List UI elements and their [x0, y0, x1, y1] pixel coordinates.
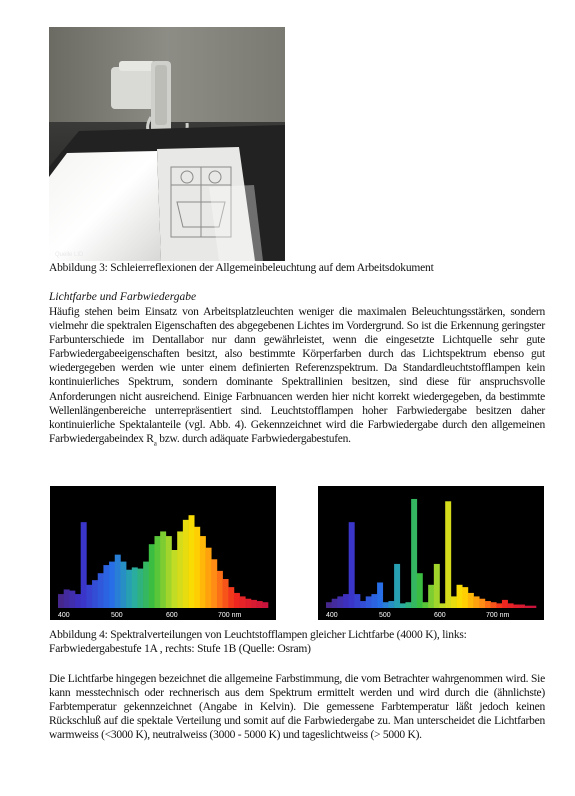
spectrum-bar	[109, 562, 115, 608]
tick-label: 600	[166, 612, 178, 619]
spectrum-bar	[86, 585, 92, 608]
spectrum-bar	[354, 594, 360, 608]
spectrum-bar	[126, 570, 132, 608]
tick-label: 400	[326, 612, 338, 619]
spectrum-bar	[154, 536, 160, 608]
spectrum-bar	[468, 593, 474, 608]
spectrum-bar	[206, 548, 212, 608]
tick-label: 700 nm	[218, 612, 242, 619]
spectrum-bar	[417, 573, 423, 608]
office-desk-image	[49, 27, 285, 261]
spectrum-bar	[485, 601, 491, 608]
spectrum-bar	[251, 600, 257, 608]
spectrum-bar	[189, 515, 195, 608]
spectrum-bar	[388, 601, 394, 608]
spectrum-bar	[411, 499, 417, 608]
spectrum-bar	[132, 567, 138, 608]
spectrum-bar	[474, 596, 480, 608]
spectrum-bar	[172, 550, 178, 608]
spectrum-right-axis	[318, 608, 544, 620]
paragraph-1	[49, 305, 545, 450]
spectrum-bar	[183, 520, 189, 608]
spectrum-bar	[166, 536, 172, 608]
spectrum-bar	[377, 582, 383, 608]
spectrum-bar	[211, 559, 217, 608]
spectrum-bar	[394, 564, 400, 608]
spectrum-bar	[103, 565, 109, 608]
spectrum-bar	[64, 589, 70, 608]
spectrum-bar	[366, 596, 372, 608]
spectrum-bar	[240, 596, 246, 608]
spectrum-bar	[434, 564, 440, 608]
spectrum-bar	[343, 594, 349, 608]
spectrum-bar	[337, 596, 343, 608]
spectrum-bar	[234, 593, 240, 608]
spectrum-bar	[200, 536, 206, 608]
spectrum-bar	[81, 522, 87, 608]
photo-credit: Quelle LID	[55, 252, 84, 258]
figure4-caption: Abbildung 4: Spektralverteilungen von Leuchtstofflampen gleicher Lichtfarbe (4000 K), links: Farbwiedergabestufe 1A , rechts: Stufe 1B (Quelle: Osram)	[49, 629, 467, 656]
tick-label: 600	[434, 612, 446, 619]
tick-label: 400	[58, 612, 70, 619]
spectrum-bar	[228, 587, 234, 608]
spectrum-bar	[149, 544, 155, 608]
spectrum-bar	[445, 501, 451, 608]
spectrum-bar	[457, 585, 463, 608]
spectrum-bar	[194, 527, 200, 608]
spectrum-bar	[371, 594, 377, 608]
spectrum-left-axis	[50, 608, 276, 620]
spectrum-bar	[69, 591, 75, 608]
spectrum-bar	[502, 600, 508, 608]
spectrum-bar	[115, 555, 121, 608]
spectrum-bar	[92, 580, 98, 608]
spectrum-left	[50, 486, 276, 620]
tick-label: 500	[379, 612, 391, 619]
spectrum-bar	[160, 531, 166, 608]
paragraph-1-text: Häufig stehen beim Einsatz von Arbeitsplatzleuchten weniger die maximalen Beleuchtungsstärken, sondern vielmehr die spektralen Eigenschaften des abgegebenen Lichtes im Vordergrund. So ist die Erkennung geringster Farbunterschiede im Dentallabor nur dann gewährleistet, wenn die eingesetzte Lichtquelle sehr gute Farbwiedergabeeigenschaften besitzt, also bestimmte Körperfarben durch das Lichtspektrum ebenso gut wiedergegeben werden wie unter einem definierten Referenzspektrum. Da Standardleuchtstofflampen kein kontinuierliches Spektrum, sondern dominante Spektrallinien besitzen, sind diese für anspruchsvolle Anforderungen nicht ausreichend. Einige Farbnuancen werden hier nicht korrekt wiedergegeben, da bestimmte Wellenlängenbereiche unterrepräsentiert sind. Leuchtstofflampen hoher Farbwiedergabe besitzen daher kontinuierliche Spektalanteile (vgl. Abb. 4). Gekennzeichnet wird die Farbwiedergabe durch den allgemeinen Farbwiedergabeindex R	[49, 306, 545, 445]
spectrum-left-bars	[50, 486, 276, 608]
spectrum-bar	[428, 585, 434, 608]
figure3-caption: Abbildung 3: Schleierreflexionen der Allgemeinbeleuchtung auf dem Arbeitsdokument	[49, 262, 434, 274]
spectrum-right-bars	[318, 486, 544, 608]
spectrum-bar	[177, 531, 183, 608]
spectrum-bar	[75, 594, 81, 608]
spectrum-bar	[332, 599, 338, 608]
spectrum-bar	[479, 599, 485, 608]
spectrum-bar	[462, 587, 468, 608]
office-photo	[49, 27, 285, 261]
paragraph-2: Die Lichtfarbe hingegen bezeichnet die allgemeine Farbstimmung, die vom Betrachter wahrgenommen wird. Sie kann messtechnisch oder rechnerisch aus dem Spektrum ermittelt werden und wird durch die (ähnlichste) Farbtemperatur gekennzeichnet (Angabe in Kelvin). Die gemessene Farbtemperatur läßt jedoch keinen Rückschluß auf die spektale Verteilung und somit auf die Farbwiedergabe zu. Man unterscheidet die Lichtfarben warmweiss (<3000 K), neutralweiss (3000 - 5000 K) und tageslichtweiss (> 5000 K).	[49, 673, 545, 742]
spectrum-bar	[349, 522, 355, 608]
paragraph-1-end: bzw. durch adäquate Farbwiedergabestufen.	[156, 432, 351, 445]
tick-label: 700 nm	[486, 612, 510, 619]
spectrum-bar	[58, 594, 64, 608]
tick-label: 500	[111, 612, 123, 619]
spectrum-bar	[451, 596, 457, 608]
spectrum-bar	[217, 571, 223, 608]
spectrum-bar	[98, 573, 104, 608]
spectrum-bar	[360, 601, 366, 608]
spectrum-bar	[223, 579, 229, 608]
spectrum-bar	[120, 562, 126, 608]
spectrum-bar	[137, 569, 143, 608]
spectrum-right	[318, 486, 544, 620]
spectrum-bar	[245, 599, 251, 608]
spectrum-bar	[143, 562, 149, 608]
spectrum-bar	[257, 601, 263, 608]
section-heading: Lichtfarbe und Farbwiedergabe	[49, 291, 197, 303]
ra-subscript: a	[153, 439, 157, 448]
